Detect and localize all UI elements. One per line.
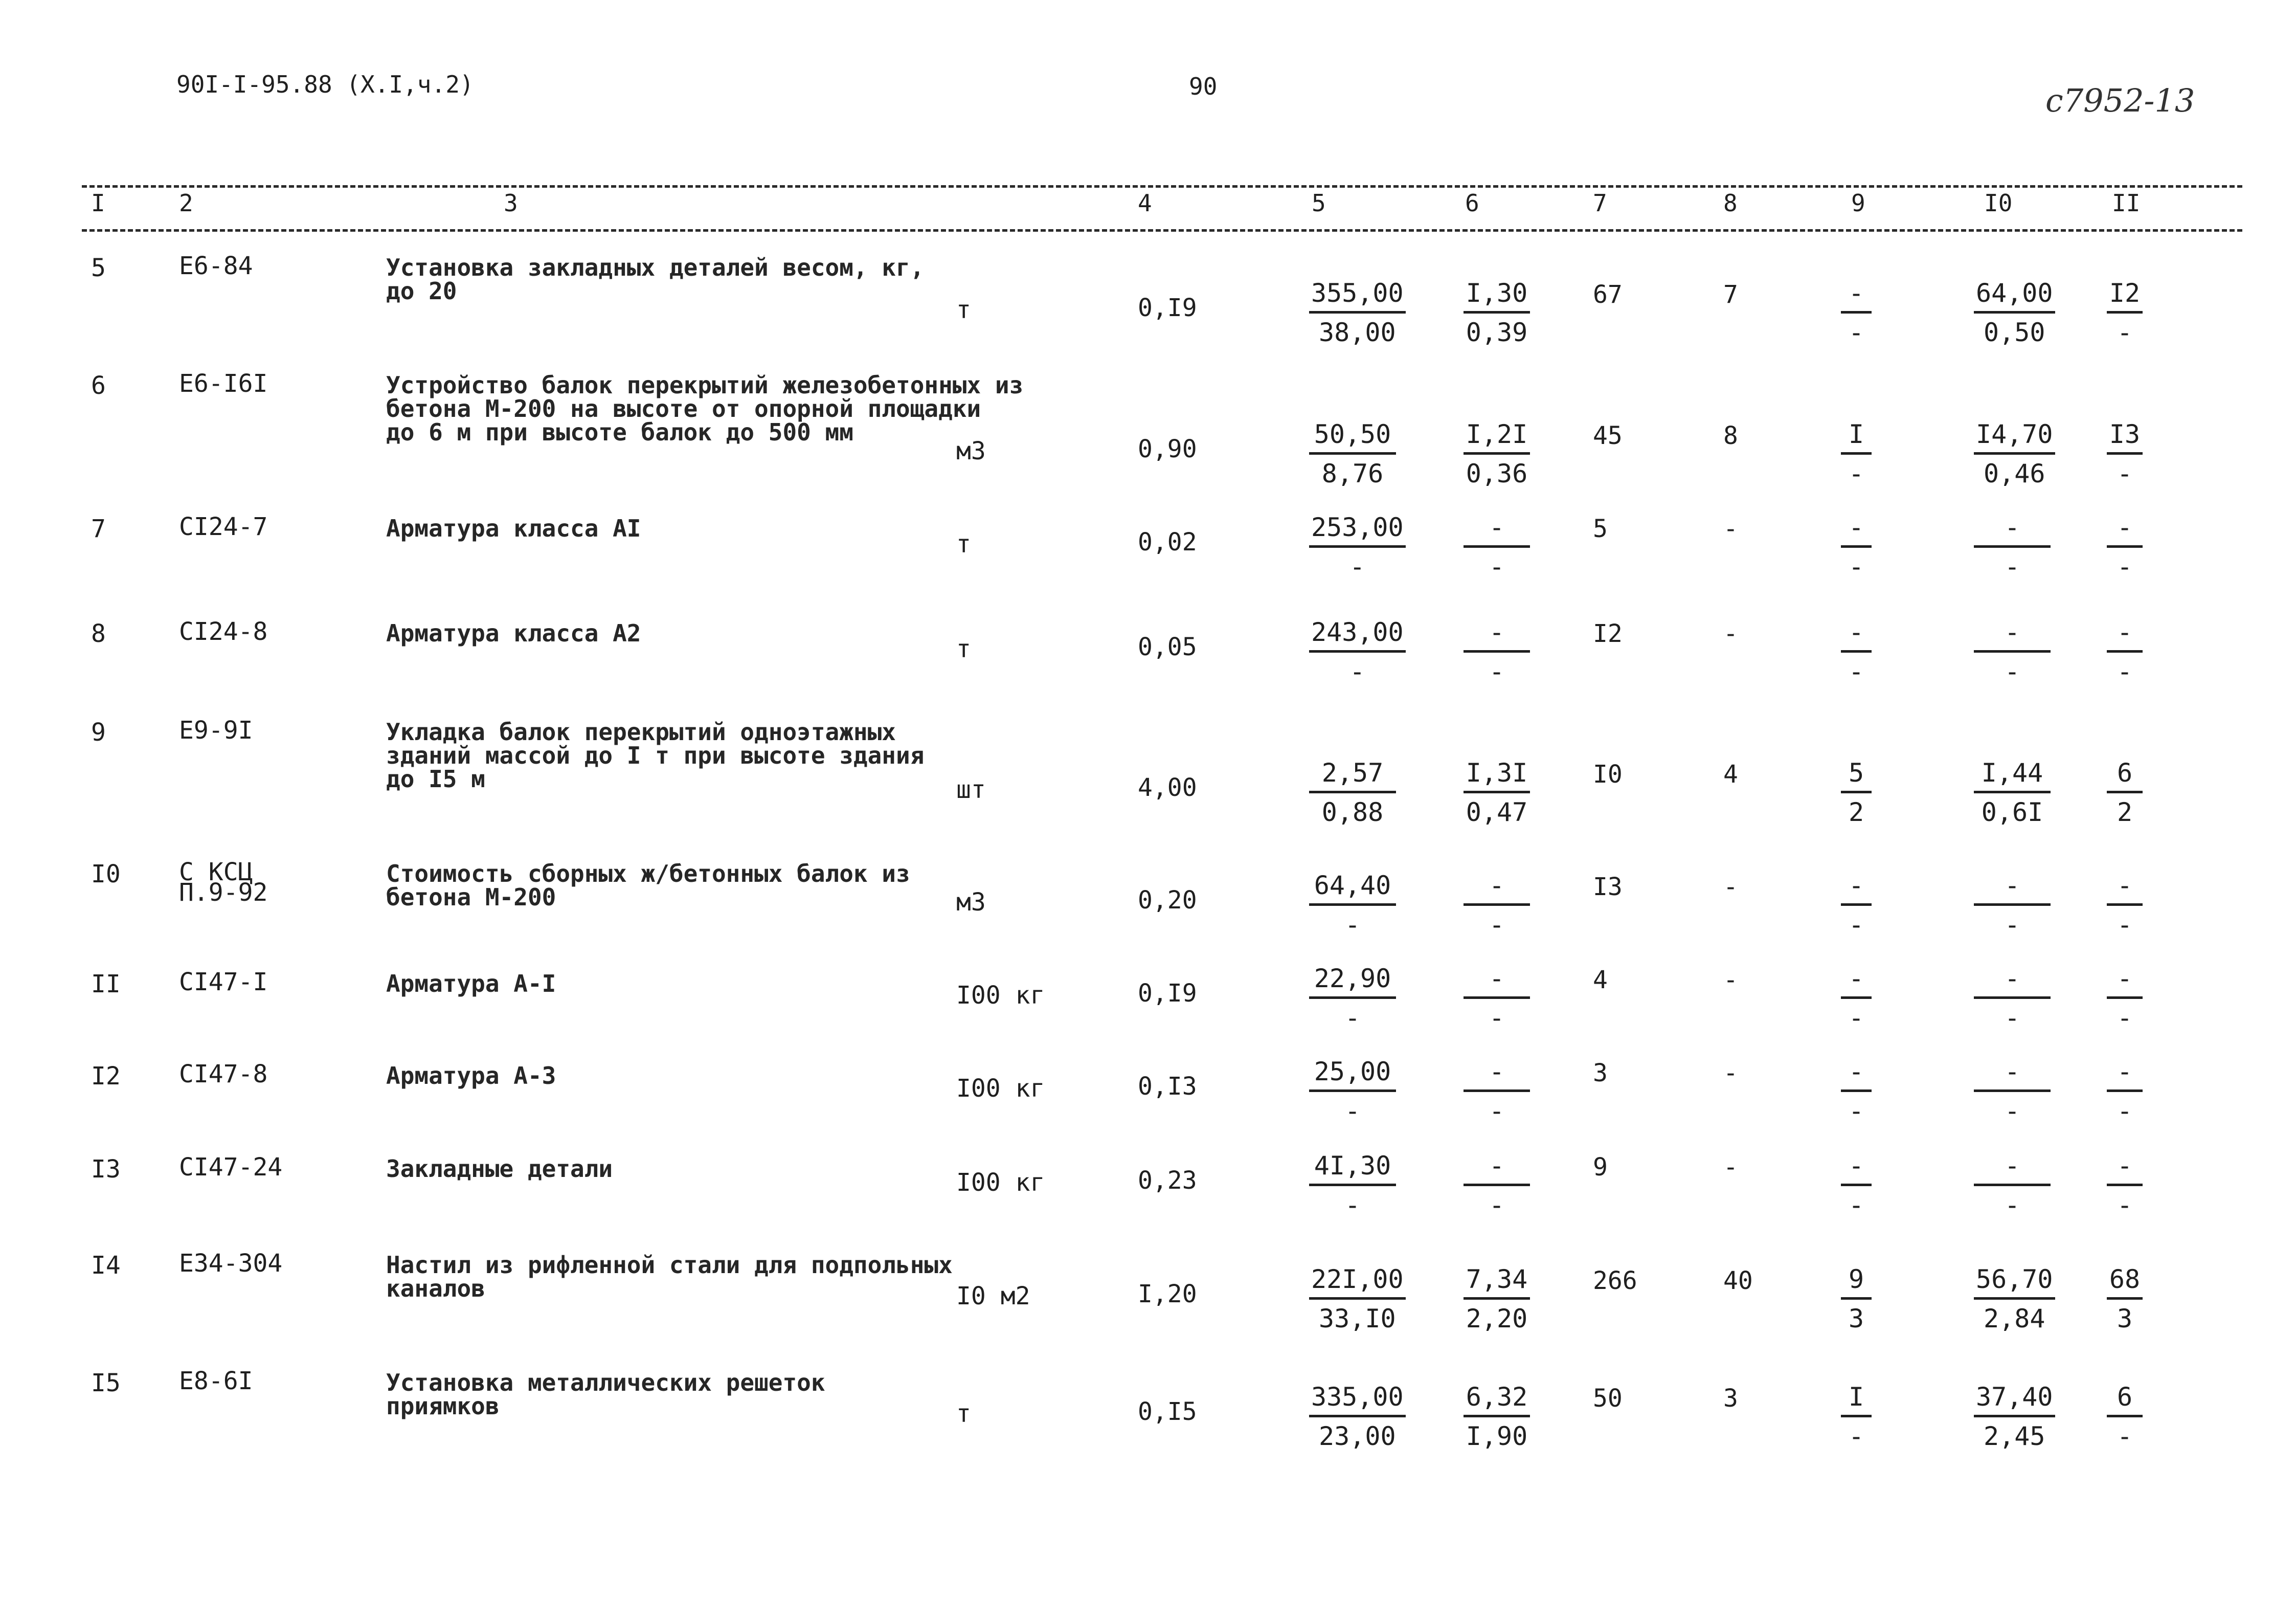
row-col7: I3 [1593, 873, 1623, 901]
row-cost-total [1309, 421, 1396, 486]
sheet-stamp: с7952-13 [2045, 82, 2195, 119]
row-col8: - [1723, 873, 1738, 901]
row-cost-total [1309, 966, 1396, 1031]
row-col10-denominator: 0,6I [1981, 797, 2043, 827]
row-cost-wages [1464, 873, 1530, 938]
row-col11-numerator: I2 [2109, 278, 2141, 308]
row-cost-wages [1464, 966, 1530, 1031]
row-col9 [1841, 873, 1872, 938]
row-description: Арматура А-I [386, 970, 556, 997]
row-cost-total [1309, 1153, 1396, 1218]
row-cost-total-numerator: 50,50 [1314, 419, 1391, 449]
row-cost-total-denominator: - [1344, 1003, 1361, 1033]
row-description: Укладка балок перекрытий одноэтажных зданий массой до I т при высоте здания до I5 м [386, 718, 925, 793]
row-cost-wages-denominator: - [1489, 552, 1505, 582]
row-col10 [1974, 280, 2055, 345]
row-col10-numerator: I4,70 [1976, 419, 2053, 449]
row-col10-denominator: - [2004, 1096, 2020, 1126]
row-unit: I0 м2 [956, 1282, 1030, 1310]
row-col10-denominator: - [2004, 1003, 2020, 1033]
row-cost-total-denominator: 33,I0 [1319, 1304, 1396, 1333]
row-col9 [1841, 619, 1872, 684]
row-col11 [2107, 1059, 2143, 1124]
row-cost-wages [1464, 1059, 1530, 1124]
row-cost-wages-denominator: 0,36 [1466, 459, 1528, 488]
row-col11-denominator: - [2117, 1421, 2133, 1451]
row-col10-numerator: - [2004, 871, 2020, 900]
row-cost-total-numerator: 22I,00 [1311, 1264, 1404, 1294]
row-col10-denominator: - [2004, 1190, 2020, 1220]
row-cost-wages-numerator: I,2I [1466, 419, 1528, 449]
row-col9-numerator: I [1848, 1382, 1864, 1412]
column-header-10: I0 [1984, 189, 2013, 217]
column-header-9: 9 [1851, 189, 1865, 217]
row-cost-wages [1464, 1266, 1530, 1331]
row-cost-total [1309, 1059, 1396, 1124]
column-header-7: 7 [1593, 189, 1607, 217]
row-code: E6-I6I [179, 369, 268, 398]
row-description: Арматура класса AI [386, 515, 641, 542]
row-quantity: 0,02 [1138, 528, 1197, 557]
row-col10 [1974, 760, 2051, 825]
row-cost-total-numerator: 243,00 [1311, 617, 1404, 647]
row-code: С КСЦ П.9-92 [179, 858, 268, 907]
row-col10-denominator: - [2004, 552, 2020, 582]
row-cost-total-denominator: 23,00 [1319, 1421, 1396, 1451]
row-number: 8 [91, 619, 106, 648]
row-col9-denominator: - [1848, 1421, 1864, 1451]
row-cost-wages [1464, 1384, 1530, 1449]
row-cost-total-denominator: 0,88 [1321, 797, 1384, 827]
row-col11-numerator: 68 [2109, 1264, 2141, 1294]
row-unit: I00 кг [956, 981, 1045, 1010]
row-col11-numerator: - [2117, 1151, 2133, 1181]
row-col9-numerator: 9 [1848, 1264, 1864, 1294]
row-col11 [2107, 280, 2143, 345]
row-cost-wages [1464, 619, 1530, 684]
row-col10-numerator: - [2004, 1151, 2020, 1181]
row-col10-denominator: 0,46 [1984, 459, 2045, 488]
row-col7: 266 [1593, 1266, 1637, 1295]
column-header-2: 2 [179, 189, 193, 217]
row-cost-total-denominator: - [1349, 552, 1365, 582]
row-cost-wages-denominator: 2,20 [1466, 1304, 1528, 1333]
row-cost-wages-numerator: - [1489, 513, 1505, 542]
row-col9 [1841, 280, 1872, 345]
row-quantity: 0,20 [1138, 886, 1197, 915]
row-col10 [1974, 1153, 2051, 1218]
row-col11-denominator: - [2117, 657, 2133, 686]
row-col9 [1841, 515, 1872, 580]
row-number: I0 [91, 860, 121, 888]
row-col9-denominator: - [1848, 1190, 1864, 1220]
row-cost-wages-denominator: 0,39 [1466, 318, 1528, 347]
row-code: E34-304 [179, 1249, 283, 1278]
row-col9-numerator: I [1848, 419, 1864, 449]
column-header-1: I [91, 189, 105, 217]
row-col10-numerator: - [2004, 1057, 2020, 1086]
row-col10-numerator: 37,40 [1976, 1382, 2053, 1412]
row-col11-denominator: - [2117, 1003, 2133, 1033]
row-description: Установка закладных деталей весом, кг, до 20 [386, 254, 925, 305]
row-number: II [91, 970, 121, 998]
row-col11 [2107, 1153, 2143, 1218]
row-col11-denominator: - [2117, 1190, 2133, 1220]
row-cost-wages-denominator: I,90 [1466, 1421, 1528, 1451]
row-cost-wages-denominator: - [1489, 1096, 1505, 1126]
row-quantity: 0,90 [1138, 435, 1197, 463]
row-col9-numerator: - [1848, 617, 1864, 647]
row-col9-denominator: - [1848, 1003, 1864, 1033]
row-cost-total-denominator: - [1349, 657, 1365, 686]
row-cost-wages [1464, 421, 1530, 486]
document-code: 90I-I-95.88 (X.I,ч.2) [176, 71, 474, 98]
page-number: 90 [1189, 73, 1218, 100]
row-cost-wages-numerator: - [1489, 964, 1505, 993]
row-col10 [1974, 619, 2051, 684]
row-col11 [2107, 515, 2143, 580]
row-unit: т [956, 635, 971, 663]
row-col10-denominator: 0,50 [1984, 318, 2045, 347]
row-col9-denominator: 2 [1848, 797, 1864, 827]
row-cost-wages-numerator: 7,34 [1466, 1264, 1528, 1294]
row-cost-wages-numerator: I,3I [1466, 758, 1528, 788]
row-col10 [1974, 1266, 2055, 1331]
row-code: E6-84 [179, 252, 253, 280]
row-cost-total-numerator: 355,00 [1311, 278, 1404, 308]
row-cost-wages-denominator: - [1489, 910, 1505, 940]
row-col9-numerator: - [1848, 1057, 1864, 1086]
row-quantity: 4,00 [1138, 773, 1197, 802]
header-bottom-rule [82, 229, 2242, 232]
row-cost-wages-numerator: - [1489, 871, 1505, 900]
row-unit: м3 [956, 888, 986, 917]
column-header-8: 8 [1723, 189, 1738, 217]
row-number: 5 [91, 254, 106, 282]
row-code: CI47-I [179, 968, 268, 996]
row-col9-numerator: 5 [1848, 758, 1864, 788]
row-cost-total-denominator: - [1344, 1190, 1361, 1220]
row-quantity: I,20 [1138, 1280, 1197, 1308]
row-description: Арматура А-3 [386, 1062, 556, 1089]
row-cost-total-denominator: 38,00 [1319, 318, 1396, 347]
row-cost-wages-numerator: 6,32 [1466, 1382, 1528, 1412]
row-cost-total [1309, 619, 1406, 684]
row-col7: 67 [1593, 280, 1623, 309]
row-cost-wages [1464, 280, 1530, 345]
row-quantity: 0,I5 [1138, 1397, 1197, 1426]
row-col9 [1841, 1059, 1872, 1124]
row-number: I4 [91, 1251, 121, 1280]
row-col10-numerator: - [2004, 617, 2020, 647]
row-cost-total-numerator: 64,40 [1314, 871, 1391, 900]
row-unit: т [956, 296, 971, 324]
row-cost-total [1309, 280, 1406, 345]
row-col11-numerator: I3 [2109, 419, 2141, 449]
row-col10 [1974, 1059, 2051, 1124]
row-col9 [1841, 421, 1872, 486]
row-col8: - [1723, 619, 1738, 648]
row-col10-denominator: 2,84 [1984, 1304, 2045, 1333]
row-col9-denominator: - [1848, 657, 1864, 686]
row-col11-denominator: - [2117, 552, 2133, 582]
row-col8: - [1723, 966, 1738, 994]
row-col11-numerator: - [2117, 964, 2133, 993]
row-col9 [1841, 1266, 1872, 1331]
row-cost-total [1309, 1384, 1406, 1449]
row-col9-denominator: - [1848, 552, 1864, 582]
row-col9-numerator: - [1848, 964, 1864, 993]
row-number: 6 [91, 371, 106, 400]
column-header-3: 3 [504, 189, 518, 217]
row-col11 [2107, 760, 2143, 825]
row-col11-numerator: - [2117, 617, 2133, 647]
row-col11-numerator: - [2117, 871, 2133, 900]
row-cost-wages-numerator: - [1489, 1151, 1505, 1181]
row-col8: 7 [1723, 280, 1738, 309]
row-col11 [2107, 619, 2143, 684]
row-col7: 4 [1593, 966, 1608, 994]
row-cost-wages [1464, 1153, 1530, 1218]
row-col11-denominator: - [2117, 910, 2133, 940]
row-col10 [1974, 873, 2051, 938]
row-col8: 4 [1723, 760, 1738, 789]
row-col11-denominator: - [2117, 459, 2133, 488]
row-number: 9 [91, 718, 106, 747]
row-quantity: 0,I3 [1138, 1072, 1197, 1101]
row-cost-total [1309, 760, 1396, 825]
row-cost-wages-numerator: I,30 [1466, 278, 1528, 308]
column-header-11: II [2112, 189, 2141, 217]
row-unit: т [956, 530, 971, 559]
row-col11-numerator: - [2117, 513, 2133, 542]
row-col7: 5 [1593, 515, 1608, 543]
row-col8: - [1723, 515, 1738, 543]
row-col11 [2107, 421, 2143, 486]
row-quantity: 0,I9 [1138, 294, 1197, 322]
row-unit: т [956, 1399, 971, 1428]
row-cost-wages [1464, 760, 1530, 825]
row-col9 [1841, 760, 1872, 825]
row-col11 [2107, 1384, 2143, 1449]
row-col10-numerator: 56,70 [1976, 1264, 2053, 1294]
row-col10-numerator: 64,00 [1976, 278, 2053, 308]
row-col10 [1974, 1384, 2055, 1449]
row-description: Установка металлических решеток приямков [386, 1369, 825, 1420]
row-col8: - [1723, 1153, 1738, 1182]
row-col11-denominator: 3 [2117, 1304, 2133, 1333]
row-cost-total-numerator: 253,00 [1311, 513, 1404, 542]
row-unit: I00 кг [956, 1168, 1045, 1197]
row-description: Стоимость сборных ж/бетонных балок из бетона М-200 [386, 860, 910, 911]
row-number: 7 [91, 515, 106, 543]
row-col10-denominator: - [2004, 910, 2020, 940]
row-col11-numerator: 6 [2117, 1382, 2133, 1412]
row-unit: I00 кг [956, 1074, 1045, 1103]
row-quantity: 0,I9 [1138, 979, 1197, 1008]
row-number: I5 [91, 1369, 121, 1397]
row-col9-numerator: - [1848, 513, 1864, 542]
row-col10 [1974, 421, 2055, 486]
row-col9 [1841, 1384, 1872, 1449]
row-cost-wages-denominator: - [1489, 657, 1505, 686]
row-col7: 3 [1593, 1059, 1608, 1087]
row-col11 [2107, 873, 2143, 938]
row-cost-total-numerator: 2,57 [1321, 758, 1384, 788]
row-col11-numerator: - [2117, 1057, 2133, 1086]
row-cost-total [1309, 515, 1406, 580]
row-col10 [1974, 966, 2051, 1031]
row-code: E9-9I [179, 716, 253, 745]
row-cost-wages-denominator: - [1489, 1003, 1505, 1033]
row-col10-denominator: - [2004, 657, 2020, 686]
row-quantity: 0,23 [1138, 1166, 1197, 1195]
row-col7: I2 [1593, 619, 1623, 648]
row-col9-denominator: - [1848, 318, 1864, 347]
row-cost-total-numerator: 25,00 [1314, 1057, 1391, 1086]
row-col8: 3 [1723, 1384, 1738, 1413]
row-col7: 50 [1593, 1384, 1623, 1413]
row-col11 [2107, 966, 2143, 1031]
row-description: Арматура класса A2 [386, 619, 641, 647]
row-cost-wages [1464, 515, 1530, 580]
column-header-6: 6 [1465, 189, 1479, 217]
row-cost-wages-numerator: - [1489, 1057, 1505, 1086]
row-col11-numerator: 6 [2117, 758, 2133, 788]
row-col9-numerator: - [1848, 871, 1864, 900]
row-cost-total-numerator: 22,90 [1314, 964, 1391, 993]
row-col7: 45 [1593, 421, 1623, 450]
row-cost-total [1309, 1266, 1406, 1331]
row-col9-numerator: - [1848, 1151, 1864, 1181]
row-code: CI24-8 [179, 617, 268, 646]
row-col9-denominator: 3 [1848, 1304, 1864, 1333]
row-description: Настил из рифленной стали для подпольных каналов [386, 1251, 953, 1302]
row-col9 [1841, 966, 1872, 1031]
row-cost-total-denominator: 8,76 [1321, 459, 1384, 488]
row-col10-numerator: I,44 [1981, 758, 2043, 788]
row-col11-denominator: - [2117, 1096, 2133, 1126]
row-cost-wages-numerator: - [1489, 617, 1505, 647]
row-col11 [2107, 1266, 2143, 1331]
row-col8: 40 [1723, 1266, 1753, 1295]
row-col8: 8 [1723, 421, 1738, 450]
row-cost-wages-denominator: 0,47 [1466, 797, 1528, 827]
column-header-4: 4 [1138, 189, 1152, 217]
row-unit: м3 [956, 437, 986, 465]
row-col9-denominator: - [1848, 459, 1864, 488]
column-header-5: 5 [1312, 189, 1326, 217]
row-code: CI47-8 [179, 1060, 268, 1088]
row-description: Закладные детали [386, 1155, 613, 1183]
row-col7: I0 [1593, 760, 1623, 789]
row-col11-denominator: - [2117, 318, 2133, 347]
row-cost-total-denominator: - [1344, 1096, 1361, 1126]
row-cost-wages-denominator: - [1489, 1190, 1505, 1220]
row-col9 [1841, 1153, 1872, 1218]
row-col10-denominator: 2,45 [1984, 1421, 2045, 1451]
row-col8: - [1723, 1059, 1738, 1087]
row-col7: 9 [1593, 1153, 1608, 1182]
row-number: I3 [91, 1155, 121, 1184]
row-col9-denominator: - [1848, 1096, 1864, 1126]
row-code: E8-6I [179, 1367, 253, 1395]
row-quantity: 0,05 [1138, 633, 1197, 661]
row-col10-numerator: - [2004, 964, 2020, 993]
row-cost-total [1309, 873, 1396, 938]
row-cost-total-numerator: 4I,30 [1314, 1151, 1391, 1181]
row-code: CI47-24 [179, 1153, 283, 1182]
row-col10-numerator: - [2004, 513, 2020, 542]
row-col9-numerator: - [1848, 278, 1864, 308]
row-description: Устройство балок перекрытий железобетонных из бетона М-200 на высоте от опорной площадки до 6 м при высоте балок до 500 мм [386, 371, 1024, 446]
row-col11-denominator: 2 [2117, 797, 2133, 827]
row-code: CI24-7 [179, 513, 268, 541]
row-cost-total-denominator: - [1344, 910, 1361, 940]
header-top-rule [82, 185, 2242, 188]
row-col10 [1974, 515, 2051, 580]
row-number: I2 [91, 1062, 121, 1091]
row-col9-denominator: - [1848, 910, 1864, 940]
row-cost-total-numerator: 335,00 [1311, 1382, 1404, 1412]
row-unit: шт [956, 775, 986, 804]
